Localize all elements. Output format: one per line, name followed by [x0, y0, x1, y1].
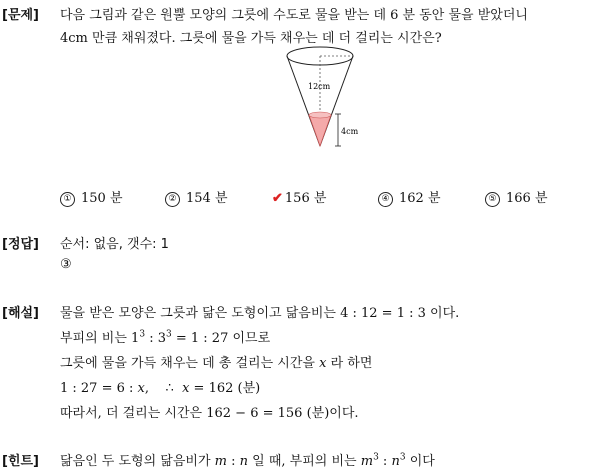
water-region [309, 115, 331, 146]
answer-text-line2: ③ [60, 257, 72, 272]
choice-5[interactable] [485, 187, 548, 207]
choice-4-text: 162 분 [399, 191, 441, 206]
choice-4[interactable] [378, 187, 441, 207]
choice-5-text: 166 분 [506, 191, 548, 206]
problem-text-line1: 다음 그림과 같은 원뿔 모양의 그릇에 수도로 물을 받는 데 6 분 동안 물을 받았더니 [60, 8, 528, 23]
choice-2-text: 154 분 [186, 191, 228, 206]
answer-text-line1: 순서: 없음, 갯수: 1 [60, 237, 169, 252]
answer-label: [정답] [2, 237, 39, 252]
choice-1[interactable] [60, 187, 123, 207]
choice-3[interactable] [272, 187, 326, 206]
height-label: 12cm [308, 82, 331, 91]
choice-1-number: ① [60, 192, 75, 207]
choice-4-number: ④ [378, 192, 393, 207]
problem-text-line2: 4cm 만큼 채워졌다. 그릇에 물을 가득 채우는 데 더 걸리는 시간은? [60, 31, 442, 46]
choice-1-text: 150 분 [81, 191, 123, 206]
explanation-line2: 부피의 비는 $1^3$ : $3^3 = 1$ : 27 이므로 [60, 329, 271, 346]
explanation-line4: 1 : 27 = 6 : x, ∴ x = 162 (분) [60, 381, 261, 396]
problem-label: [문제] [2, 8, 39, 23]
hint-label: [힌트] [2, 454, 39, 469]
hint-text: 닮음인 두 도형의 닮음비가 m : n 일 때, 부피의 비는 $m^3$ : $n^3$ 이다 [60, 452, 435, 469]
choice-2[interactable] [165, 187, 228, 207]
water-height-label: 4cm [341, 127, 359, 136]
explanation-line3: 그릇에 물을 가득 채우는 데 총 걸리는 시간을 x 라 하면 [60, 356, 373, 371]
explanation-label: [해설] [2, 306, 39, 321]
choice-3-text: 156 분 [284, 191, 327, 206]
explanation-line5: 따라서, 더 걸리는 시간은 162 − 6 = 156 (분)이다. [60, 406, 359, 421]
choice-5-number: ⑤ [485, 192, 500, 207]
check-icon: ✔ [272, 191, 283, 206]
explanation-line1: 물을 받은 모양은 그릇과 닮은 도형이고 닮음비는 4 : 12 = 1 : 3 이다. [60, 306, 460, 321]
cone-figure [280, 44, 380, 154]
choice-2-number: ② [165, 192, 180, 207]
